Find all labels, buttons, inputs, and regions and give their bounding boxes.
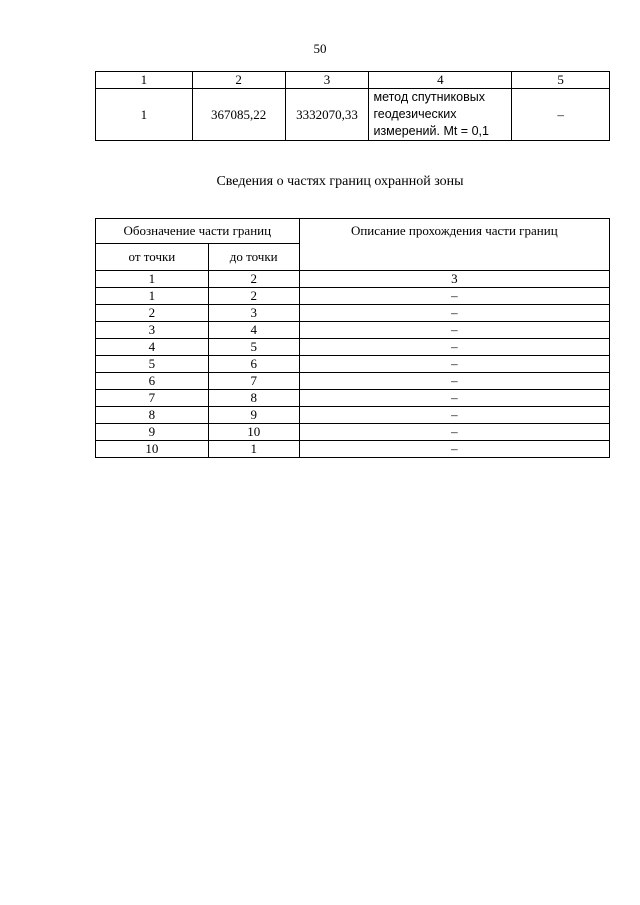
description-cell: –: [299, 390, 609, 407]
method-line: метод спутниковых: [373, 90, 485, 104]
from-point-cell: 3: [96, 322, 209, 339]
to-point-cell: 8: [208, 390, 299, 407]
section-title: Сведения о частях границ охранной зоны: [216, 174, 464, 189]
description-cell: –: [299, 373, 609, 390]
column-number-1: 1: [96, 271, 209, 288]
description-cell: –: [299, 356, 609, 373]
note-cell: –: [512, 89, 610, 141]
coordinates-table: [95, 71, 610, 141]
description-cell: –: [299, 441, 609, 458]
to-point-cell: 4: [208, 322, 299, 339]
from-point-cell: 7: [96, 390, 209, 407]
to-point-cell: 6: [208, 356, 299, 373]
column-number-1: 1: [96, 72, 193, 89]
from-point-cell: 2: [96, 305, 209, 322]
column-number-5: 5: [512, 72, 610, 89]
boundary-parts-table: [95, 218, 610, 458]
column-numbers-row: [96, 271, 610, 288]
from-point-cell: 6: [96, 373, 209, 390]
to-point-cell: 7: [208, 373, 299, 390]
table-row: [96, 390, 610, 407]
description-cell: –: [299, 322, 609, 339]
point-number-cell: 1: [96, 89, 193, 141]
table-row: [96, 441, 610, 458]
to-point-cell: 9: [208, 407, 299, 424]
from-point-header: от точки: [96, 244, 209, 271]
description-cell: –: [299, 339, 609, 356]
method-line: измерений. Mt = 0,1: [373, 124, 489, 138]
table-row: [96, 424, 610, 441]
from-point-cell: 8: [96, 407, 209, 424]
table-row: [96, 288, 610, 305]
description-header: Описание прохождения части границ: [299, 219, 609, 271]
method-line: геодезических: [373, 107, 457, 121]
to-point-cell: 5: [208, 339, 299, 356]
from-point-cell: 9: [96, 424, 209, 441]
table-row: [96, 356, 610, 373]
description-cell: –: [299, 305, 609, 322]
to-point-header: до точки: [208, 244, 299, 271]
table-row: [96, 339, 610, 356]
to-point-cell: 10: [208, 424, 299, 441]
coordinates-row: [96, 89, 610, 141]
page-number: 50: [313, 41, 327, 56]
designation-header: Обозначение части границ: [96, 219, 300, 244]
column-number-2: 2: [208, 271, 299, 288]
column-number-3: 3: [299, 271, 609, 288]
description-cell: –: [299, 424, 609, 441]
description-cell: –: [299, 407, 609, 424]
from-point-cell: 1: [96, 288, 209, 305]
from-point-cell: 10: [96, 441, 209, 458]
x-coordinate-cell: 367085,22: [192, 89, 285, 141]
y-coordinate-cell: 3332070,33: [285, 89, 369, 141]
from-point-cell: 5: [96, 356, 209, 373]
table-row: [96, 373, 610, 390]
to-point-cell: 3: [208, 305, 299, 322]
coordinates-header-row: [96, 72, 610, 89]
parts-header-row: [96, 219, 610, 244]
from-point-cell: 4: [96, 339, 209, 356]
method-cell: [369, 89, 512, 141]
to-point-cell: 2: [208, 288, 299, 305]
table-row: [96, 305, 610, 322]
description-cell: –: [299, 288, 609, 305]
to-point-cell: 1: [208, 441, 299, 458]
table-row: [96, 407, 610, 424]
column-number-4: 4: [369, 72, 512, 89]
column-number-2: 2: [192, 72, 285, 89]
table-row: [96, 322, 610, 339]
column-number-3: 3: [285, 72, 369, 89]
